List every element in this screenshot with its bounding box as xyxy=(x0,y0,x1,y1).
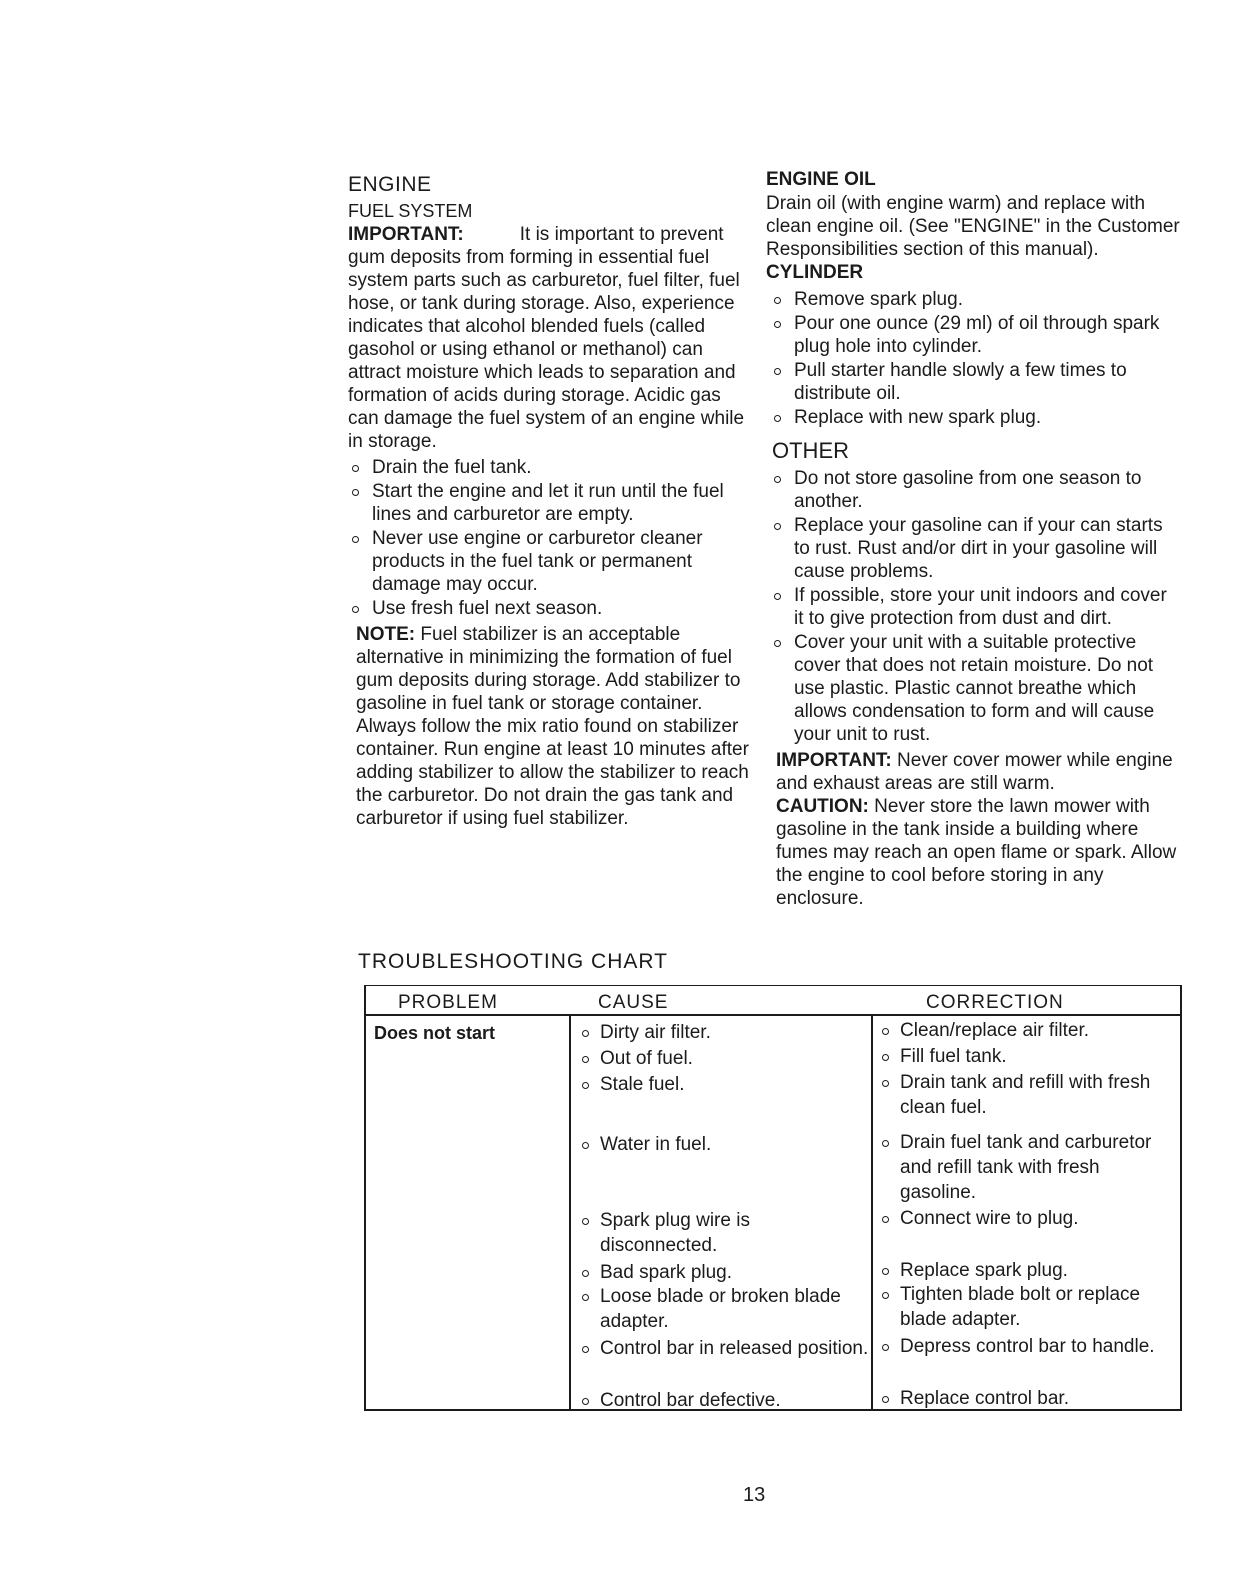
cause-item: Control bar defective. xyxy=(578,1388,870,1413)
column-header-problem: PROBLEM xyxy=(398,992,498,1013)
engine-oil-heading: ENGINE OIL xyxy=(766,169,876,190)
cause-item: Spark plug wire is disconnected. xyxy=(578,1208,870,1258)
problem-cell: Does not start xyxy=(374,1023,496,1043)
caution-label: CAUTION: xyxy=(776,796,869,817)
correction-item: Fill fuel tank. xyxy=(878,1044,1170,1069)
correction-item: Depress control bar to handle. xyxy=(878,1334,1170,1359)
caution-text: Never store the lawn mower with gasoline in the tank inside a building where fumes may reach an open flame or spark. Allow the engine to cool before storing in any enclosure. xyxy=(776,796,1177,909)
list-item: Remove spark plug. xyxy=(770,288,1180,311)
note-text: Fuel stabilizer is an acceptable alternative in minimizing the formation of fuel gum deposits during storage. Add stabilizer to gasoline in fuel tank or storage container. Always follow the mix ratio found on stabilizer container. Run engine at least 10 minutes after adding stabilizer to allow the stabilizer to reach the carburetor. Do not drain the gas tank and carburetor if using fuel stabilizer. xyxy=(356,624,749,829)
important-label: IMPORTANT: xyxy=(348,224,464,245)
note-label: NOTE: xyxy=(356,624,416,645)
list-item: Pull starter handle slowly a few times to distribute oil. xyxy=(770,359,1180,405)
header-divider xyxy=(366,1014,1180,1016)
fuel-important-paragraph xyxy=(348,223,756,453)
list-item: If possible, store your unit indoors and cover it to give protection from dust and dirt. xyxy=(770,584,1180,630)
list-item: Pour one ounce (29 ml) of oil through spark plug hole into cylinder. xyxy=(770,312,1180,358)
note-paragraph xyxy=(356,623,756,830)
correction-item: Replace control bar. xyxy=(878,1386,1170,1411)
cylinder-bullet-list xyxy=(770,288,1180,429)
list-item: Never use engine or carburetor cleaner products in the fuel tank or permanent damage may occur. xyxy=(348,527,756,596)
correction-item: Drain tank and refill with fresh clean fuel. xyxy=(878,1070,1170,1120)
cylinder-heading: CYLINDER xyxy=(766,262,864,283)
correction-item: Tighten blade bolt or replace blade adapter. xyxy=(878,1282,1170,1332)
list-item: Replace your gasoline can if your can starts to rust. Rust and/or dirt in your gasoline will cause problems. xyxy=(770,514,1180,583)
correction-item: Replace spark plug. xyxy=(878,1258,1170,1283)
list-item: Use fresh fuel next season. xyxy=(348,597,756,620)
engine-heading: ENGINE xyxy=(348,173,432,196)
column-divider xyxy=(871,1016,873,1409)
cause-item: Loose blade or broken blade adapter. xyxy=(578,1284,870,1334)
fuel-system-heading: FUEL SYSTEM xyxy=(348,201,473,221)
list-item: Cover your unit with a suitable protective cover that does not retain moisture. Do not use plastic. Plastic cannot breathe which allows condensation to form and will cause your unit to rust. xyxy=(770,631,1180,746)
cause-item: Water in fuel. xyxy=(578,1132,870,1157)
other-heading: OTHER xyxy=(772,438,849,463)
cause-item: Dirty air filter. xyxy=(578,1020,870,1045)
important-text: Never cover mower while engine and exhaust areas are still warm. xyxy=(776,750,1173,794)
warm-important-paragraph xyxy=(776,749,1180,795)
correction-item: Drain fuel tank and carburetor and refill tank with fresh gasoline. xyxy=(878,1130,1170,1205)
page-number: 13 xyxy=(743,1484,766,1506)
column-header-cause: CAUSE xyxy=(598,992,669,1013)
cause-item: Out of fuel. xyxy=(578,1046,870,1071)
engine-oil-text: Drain oil (with engine warm) and replace with clean engine oil. (See "ENGINE" in the Customer Responsibilities section of this manual). xyxy=(766,193,1180,260)
troubleshooting-table xyxy=(364,985,1182,1411)
important-text: It is important to prevent gum deposits from forming in essential fuel system parts such as carburetor, fuel filter, fuel hose, or tank during storage. Also, experience indicates that alcohol blended fuels (called gasohol or using ethanol or methanol) can attract moisture which leads to separation and formation of acids during storage. Acidic gas can damage the fuel system of an engine while in storage. xyxy=(348,224,745,452)
column-header-correction: CORRECTION xyxy=(926,992,1064,1013)
list-item: Start the engine and let it run until the fuel lines and carburetor are empty. xyxy=(348,480,756,526)
cause-item: Stale fuel. xyxy=(578,1072,870,1097)
list-item: Replace with new spark plug. xyxy=(770,406,1180,429)
correction-item: Clean/replace air filter. xyxy=(878,1018,1170,1043)
correction-item: Connect wire to plug. xyxy=(878,1206,1170,1231)
left-column xyxy=(348,172,756,830)
cause-item: Control bar in released position. xyxy=(578,1336,870,1361)
fuel-bullet-list xyxy=(348,456,756,620)
cause-item: Bad spark plug. xyxy=(578,1260,870,1285)
important-label: IMPORTANT: xyxy=(776,750,892,771)
list-item: Drain the fuel tank. xyxy=(348,456,756,479)
other-bullet-list xyxy=(770,467,1180,746)
right-column xyxy=(766,168,1180,910)
list-item: Do not store gasoline from one season to another. xyxy=(770,467,1180,513)
troubleshooting-title: TROUBLESHOOTING CHART xyxy=(358,950,668,973)
column-divider xyxy=(569,1016,571,1409)
caution-paragraph xyxy=(776,795,1180,910)
